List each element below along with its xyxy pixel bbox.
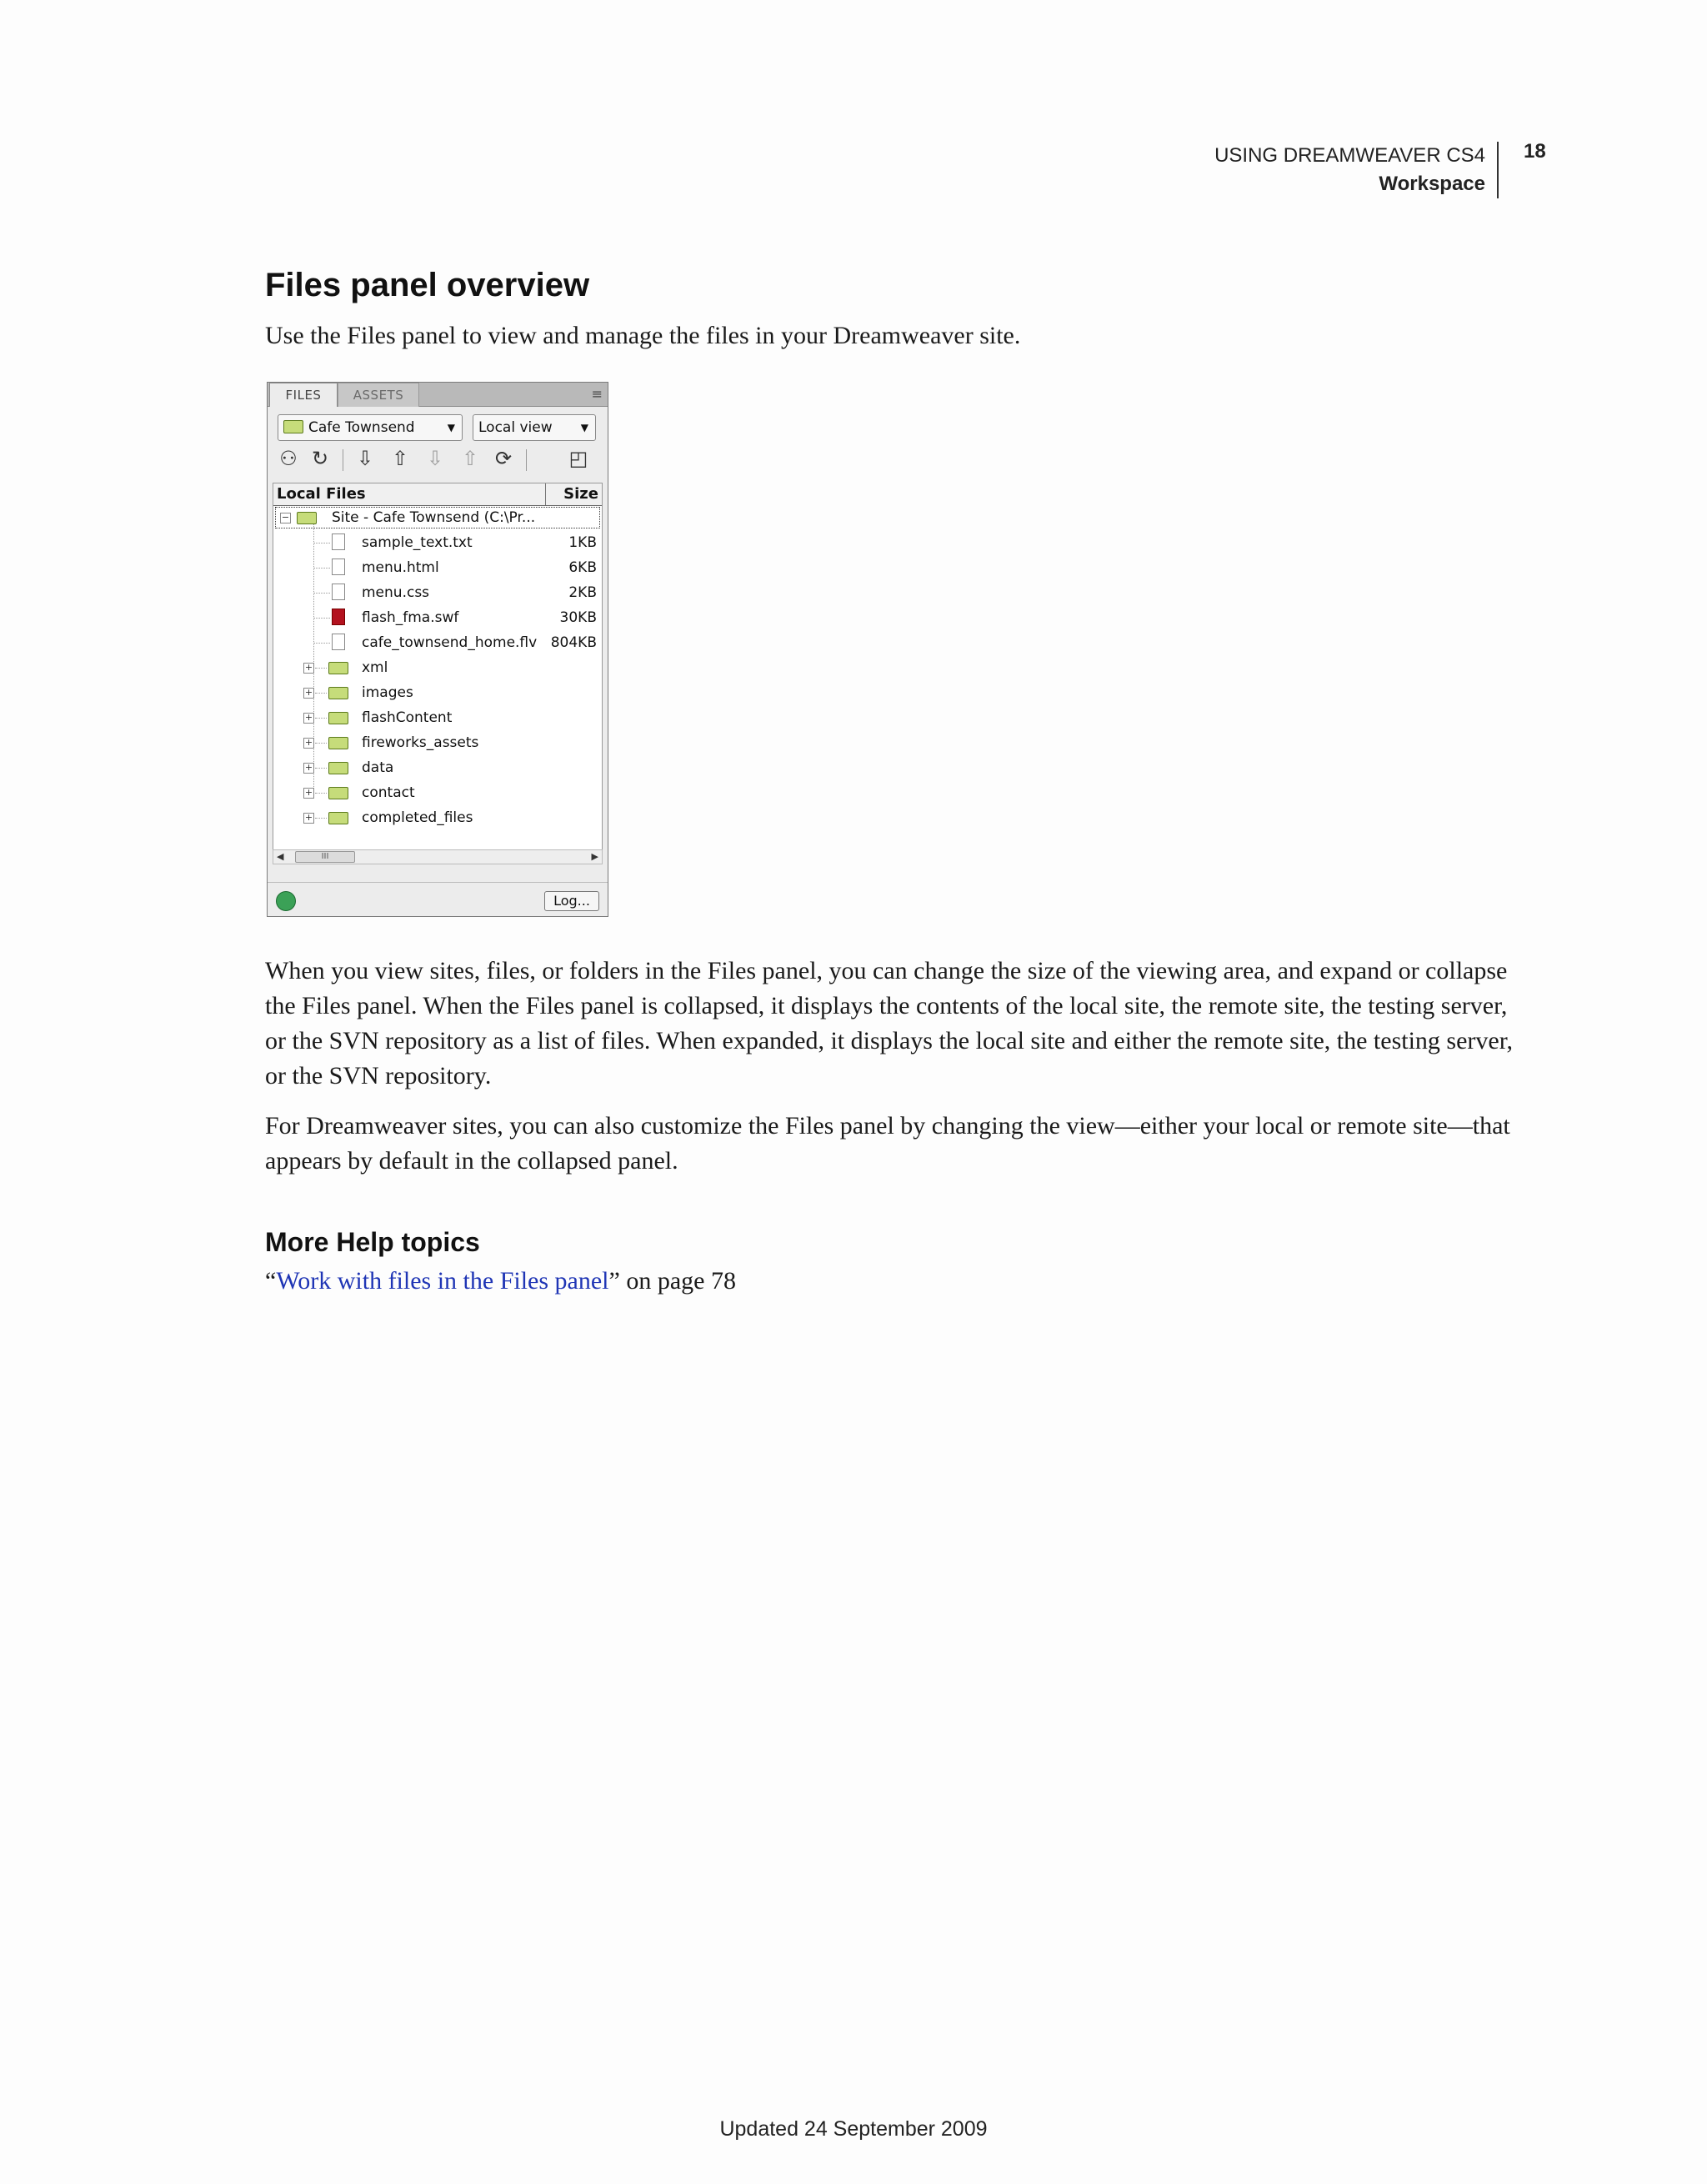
panel-tab-bar: [268, 383, 608, 407]
folder-name: completed_files: [362, 809, 473, 826]
toolbar-divider: [526, 449, 527, 471]
intro-paragraph: Use the Files panel to view and manage the files in your Dreamweaver site.: [265, 322, 1021, 349]
tree-line: [313, 593, 330, 594]
synchronize-icon[interactable]: ⟳: [494, 447, 513, 470]
file-name: menu.css: [362, 584, 430, 601]
more-help-heading: More Help topics: [265, 1227, 480, 1257]
tree-line: [315, 818, 327, 819]
tree-line: [313, 618, 330, 619]
file-name: menu.html: [362, 559, 439, 576]
check-out-icon[interactable]: ⇩: [426, 447, 444, 470]
text-file-icon: [332, 533, 345, 550]
tab-files[interactable]: FILES: [269, 383, 338, 407]
folder-icon: [328, 812, 348, 824]
video-file-icon: [332, 634, 345, 650]
expand-icon[interactable]: +: [304, 687, 313, 698]
column-divider: [545, 483, 546, 505]
page-number: 18: [1524, 140, 1546, 163]
folder-icon: [328, 687, 348, 699]
file-row[interactable]: [273, 580, 602, 605]
tree-line: [315, 793, 327, 794]
expand-icon[interactable]: +: [304, 662, 313, 673]
file-row[interactable]: [273, 630, 602, 655]
file-list: [273, 483, 603, 863]
file-size: 6KB: [568, 559, 597, 576]
file-name: cafe_townsend_home.flv: [362, 634, 538, 651]
view-dropdown[interactable]: [473, 414, 596, 441]
log-button[interactable]: Log...: [544, 891, 599, 911]
more-help-item: [265, 1264, 1515, 1299]
page-footer: Updated 24 September 2009: [719, 2117, 988, 2141]
file-list-header: [273, 483, 602, 506]
tree-row-site-root[interactable]: [273, 505, 602, 530]
column-local-files[interactable]: Local Files: [277, 485, 366, 503]
scroll-right-icon[interactable]: ▶: [591, 851, 598, 862]
page-title: Files panel overview: [265, 267, 590, 303]
folder-name: fireworks_assets: [362, 734, 479, 751]
tree-line: [315, 743, 327, 744]
folder-row[interactable]: [273, 755, 602, 780]
scroll-left-icon[interactable]: ◀: [277, 851, 284, 862]
folder-name: contact: [362, 784, 415, 801]
file-size: 804KB: [550, 634, 597, 651]
file-name: sample_text.txt: [362, 534, 473, 551]
help-link[interactable]: Work with files in the Files panel: [276, 1267, 609, 1295]
site-dropdown-value: Cafe Townsend: [308, 419, 415, 436]
expand-icon[interactable]: +: [304, 812, 313, 823]
folder-name: images: [362, 684, 413, 701]
folder-name: flashContent: [362, 709, 453, 726]
expand-icon[interactable]: +: [304, 762, 313, 773]
doc-title: USING DREAMWEAVER CS4: [1214, 144, 1485, 167]
folder-row[interactable]: [273, 730, 602, 755]
view-dropdown-value: Local view: [478, 419, 553, 436]
folder-row[interactable]: [273, 780, 602, 805]
section-name: Workspace: [1379, 173, 1485, 195]
site-folder-icon: [297, 512, 317, 524]
link-suffix: ” on page 78: [608, 1267, 736, 1295]
folder-row[interactable]: [273, 705, 602, 730]
folder-icon: [328, 737, 348, 749]
folder-icon: [328, 787, 348, 799]
folder-row[interactable]: [273, 655, 602, 680]
folder-icon: [328, 662, 348, 674]
folder-row[interactable]: [273, 680, 602, 705]
html-file-icon: [332, 559, 345, 575]
body-paragraph-1: When you view sites, files, or folders in the Files panel, you can change the size of the viewing area, and expand or collapse the Files panel. When the Files panel is collapsed, it displays the contents of the local site, the remote site, the testing server, or the SVN repository as a list of files. When expanded, it displays the local site and either the remote site, the testing server, or the SVN repository.: [265, 957, 1514, 1089]
open-quote: “: [265, 1267, 277, 1295]
tree-line: [313, 643, 330, 644]
site-root-label: Site - Cafe Townsend (C:\Pr...: [332, 509, 536, 526]
panel-status-bar: [268, 882, 608, 916]
tab-assets[interactable]: ASSETS: [338, 383, 419, 407]
chevron-down-icon: ▼: [580, 422, 588, 433]
site-status-icon[interactable]: [276, 891, 296, 911]
site-dropdown[interactable]: [278, 414, 463, 441]
panel-menu-icon[interactable]: ≡: [591, 386, 603, 402]
css-file-icon: [332, 584, 345, 600]
expand-icon[interactable]: ◰: [568, 447, 588, 470]
check-in-icon[interactable]: ⇧: [461, 447, 479, 470]
running-header: [1214, 142, 1499, 198]
file-size: 1KB: [568, 534, 597, 551]
tree-line: [313, 568, 330, 569]
file-row[interactable]: [273, 530, 602, 555]
tree-line: [315, 768, 327, 769]
connect-icon[interactable]: ⚇: [279, 447, 298, 470]
column-size[interactable]: Size: [563, 485, 598, 503]
collapse-icon[interactable]: −: [281, 512, 290, 523]
put-files-icon[interactable]: ⇧: [391, 447, 409, 470]
tree-line: [315, 693, 327, 694]
folder-row[interactable]: [273, 805, 602, 830]
files-panel: [267, 382, 608, 917]
folder-icon: [328, 712, 348, 724]
body-paragraph-2: For Dreamweaver sites, you can also customize the Files panel by changing the view—either your local or remote site—that appears by default in the collapsed panel.: [265, 1112, 1510, 1175]
horizontal-scrollbar[interactable]: [273, 849, 603, 864]
file-name: flash_fma.swf: [362, 609, 459, 626]
expand-icon[interactable]: +: [304, 787, 313, 798]
tree-line: [315, 718, 327, 719]
expand-icon[interactable]: +: [304, 712, 313, 723]
panel-toolbar: [276, 446, 601, 473]
file-size: 30KB: [559, 609, 597, 626]
flash-file-icon: [332, 609, 345, 625]
chevron-down-icon: ▼: [447, 422, 455, 433]
tree-line: [315, 668, 327, 669]
file-size: 2KB: [568, 584, 597, 601]
folder-name: data: [362, 759, 394, 776]
expand-icon[interactable]: +: [304, 737, 313, 748]
file-row[interactable]: [273, 605, 602, 630]
folder-icon: [283, 420, 303, 433]
file-row[interactable]: [273, 555, 602, 580]
folder-name: xml: [362, 659, 388, 676]
scroll-thumb[interactable]: III: [295, 851, 355, 863]
refresh-icon[interactable]: ↻: [311, 447, 329, 470]
get-files-icon[interactable]: ⇩: [356, 447, 374, 470]
folder-icon: [328, 762, 348, 774]
